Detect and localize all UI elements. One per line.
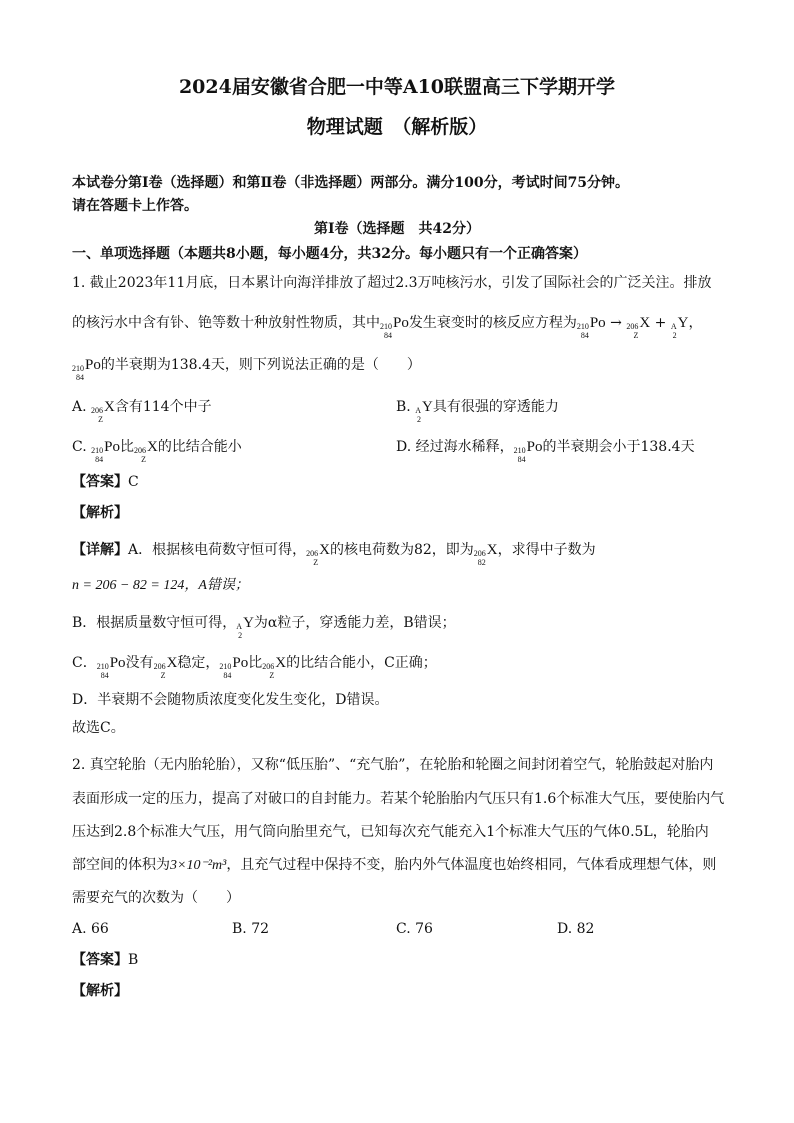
- nuclide-x82: 206 82 X: [473, 542, 498, 567]
- q2-option-b: B. 72: [232, 921, 270, 937]
- nuclide-x: 206 Z X: [626, 315, 651, 340]
- q1-option-c: C. 210 84 Po比 206 Z X的比结合能小: [72, 439, 242, 464]
- q1-detail-a: 【详解】A．根据核电荷数守恒可得， 206 Z X的核电荷数为82，即为 206 82 X，求得中子数为: [72, 542, 596, 567]
- arrow-icon: →: [605, 315, 627, 331]
- q1-stem-line-1: 1. 截止2023年11月底，日本累计向海洋排放了超过2.3万吨核污水，引发了国际社会的广泛关注。排放: [72, 275, 712, 291]
- nuclide-po: 210 84 Po: [96, 655, 126, 680]
- q2-option-c: C. 76: [396, 921, 433, 937]
- q2-answer: 【答案】B: [72, 952, 139, 968]
- q2-analysis-label: 【解析】: [72, 983, 128, 999]
- q1-stem-line-2: 的核污水中含有钋、铯等数十种放射性物质，其中 210 84 Po发生衰变时的核反应方程为 210 84 Po → 206 Z X + A 2 Y，: [72, 315, 703, 340]
- nuclide-y: A 2 Y: [415, 399, 433, 424]
- q1-option-b: B. A 2 Y具有很强的穿透能力: [396, 399, 559, 424]
- q2-stem-line-3: 压达到2.8个标准大气压，用气筒向胎里充气，已知每次充气能充入1个标准大气压的气体0.5L，轮胎内: [72, 824, 709, 840]
- q2-stem-line-4: 部空间的体积为3×10⁻²m³，且充气过程中保持不变，胎内外气体温度也始终相同，气体看成理想气体，则: [72, 857, 717, 873]
- nuclide-po: 210 84 Po: [219, 655, 249, 680]
- part-one-heading: 一、单项选择题（本题共8小题，每小题4分，共32分。每小题只有一个正确答案）: [72, 246, 587, 262]
- q1-detail-d: D．半衰期不会随物质浓度变化发生变化，D错误。: [72, 692, 389, 708]
- q1-analysis-label: 【解析】: [72, 505, 128, 521]
- nuclide-po: 210 84 Po: [576, 315, 606, 340]
- document-subtitle: 物理试题 （解析版）: [306, 116, 488, 138]
- q1-conclusion: 故选C。: [72, 720, 125, 736]
- q2-stem-line-2: 表面形成一定的压力，提高了对破口的自封能力。若某个轮胎胎内气压只有1.6个标准大气压，要使胎内气: [72, 791, 725, 807]
- nuclide-po: 210 84 Po: [72, 357, 101, 382]
- q1-detail-n: n = 206 − 82 = 124，A错误；: [72, 578, 249, 593]
- document-title: 2024届安徽省合肥一中等A10联盟高三下学期开学: [178, 76, 616, 98]
- nuclide-x: 206 Z X: [91, 399, 115, 424]
- q1-answer: 【答案】C: [72, 474, 139, 490]
- intro-line-1: 本试卷分第Ⅰ卷（选择题）和第Ⅱ卷（非选择题）两部分。满分100分，考试时间75分钟。: [72, 175, 630, 191]
- nuclide-x: 206 Z X: [133, 439, 158, 464]
- q1-detail-c: C． 210 84 Po没有 206 Z X稳定， 210 84 Po比 206 Z X的比结合能小，C正确；: [72, 655, 437, 680]
- q2-stem-line-5: 需要充气的次数为（ ）: [72, 890, 240, 906]
- q1-option-a: A. 206 Z X含有114个中子: [72, 399, 212, 424]
- nuclide-x: 206 Z X: [306, 542, 330, 567]
- nuclide-y: A 2 Y: [670, 315, 689, 340]
- nuclide-y: A 2 Y: [236, 615, 254, 640]
- q2-option-d: D. 82: [557, 921, 595, 937]
- nuclide-po: 210 84 Po: [380, 315, 409, 340]
- nuclide-x: 206 Z X: [153, 655, 178, 680]
- nuclide-x: 206 Z X: [262, 655, 287, 680]
- nuclide-po: 210 84 Po: [91, 439, 120, 464]
- q2-stem-line-1: 2. 真空轮胎（无内胎轮胎），又称“低压胎”、“充气胎”，在轮胎和轮圈之间封闭着空气，轮胎鼓起对胎内: [72, 757, 714, 773]
- section-title: 第Ⅰ卷（选择题 共42分）: [313, 221, 481, 237]
- nuclide-po: 210 84 Po: [513, 439, 543, 464]
- q1-detail-b: B．根据质量数守恒可得， A 2 Y为α粒子，穿透能力差，B错误；: [72, 615, 456, 640]
- q1-stem-line-3: 210 84 Po的半衰期为138.4天，则下列说法正确的是（ ）: [72, 357, 421, 382]
- q2-option-a: A. 66: [72, 921, 109, 937]
- volume-value: 3×10⁻²m³: [170, 858, 227, 873]
- intro-line-2: 请在答题卡上作答。: [72, 198, 198, 214]
- q1-option-d: D. 经过海水稀释， 210 84 Po的半衰期会小于138.4天: [396, 439, 695, 464]
